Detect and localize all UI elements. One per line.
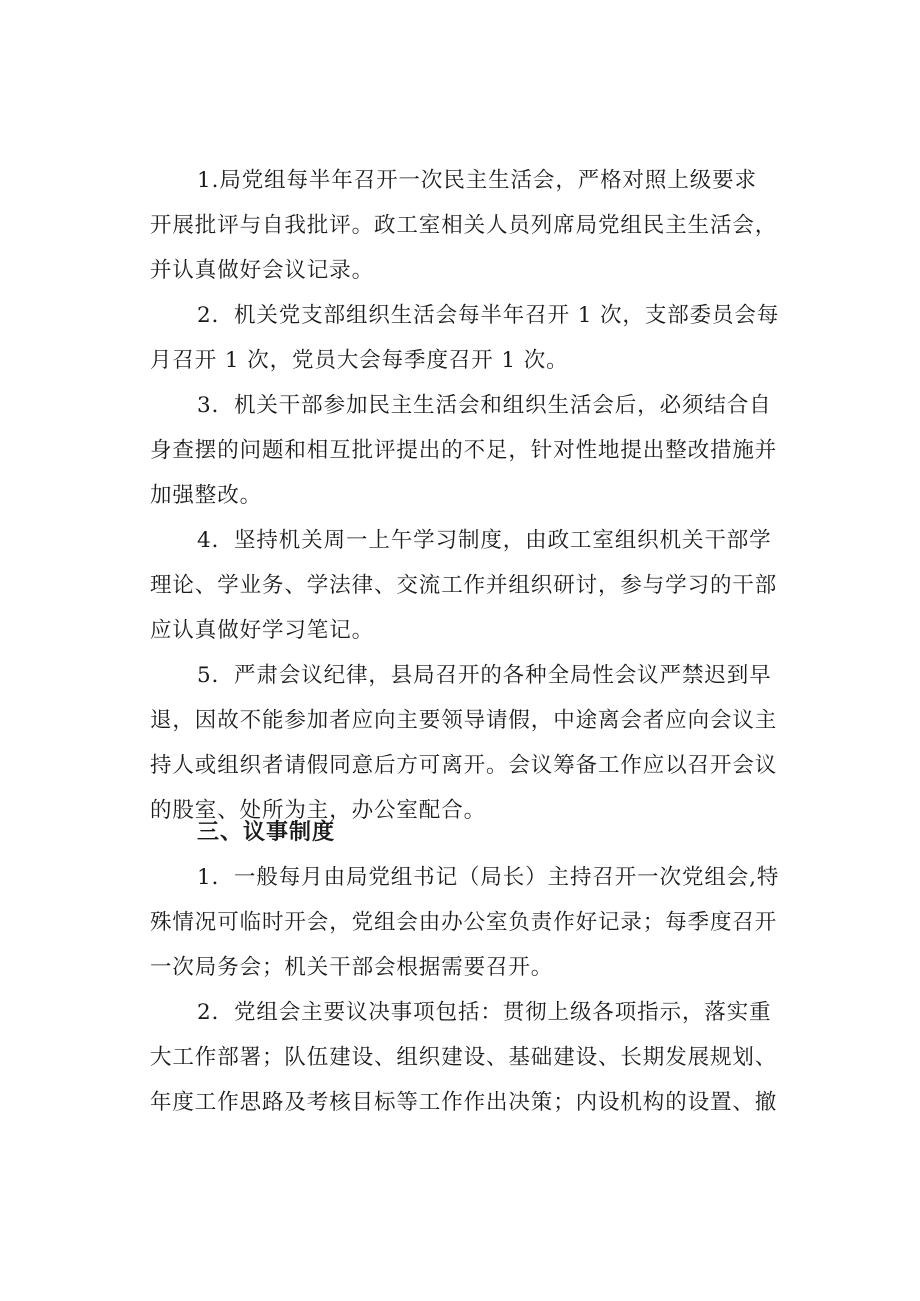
paragraph-line: 5．严肃会议纪律，县局召开的各种全局性会议严禁迟到早 — [197, 663, 772, 688]
paragraph-line: 退，因故不能参加者应向主要领导请假，中途离会者应向会议主 — [150, 708, 778, 733]
paragraph-group-a — [150, 158, 802, 833]
paragraph-line: 开展批评与自我批评。政工室相关人员列席局党组民主生活会， — [150, 213, 778, 238]
paragraph-line: 理论、学业务、学法律、交流工作并组织研讨，参与学习的干部 — [150, 573, 778, 598]
paragraph-line: 4．坚持机关周一上午学习制度，由政工室组织机关干部学 — [197, 528, 772, 553]
paragraph-line: 殊情况可临时开会，党组会由办公室负责作好记录；每季度召开 — [150, 910, 778, 935]
paragraph-group-b — [150, 855, 802, 1125]
paragraph-line: 的股室、处所为主，办公室配合。 — [150, 798, 487, 823]
paragraph-line: 应认真做好学习笔记。 — [150, 618, 375, 643]
paragraph-line: 1．一般每月由局党组书记（局长）主持召开一次党组会,特 — [197, 865, 780, 890]
section-heading: 三、议事制度 — [197, 820, 336, 845]
paragraph-line: 2．党组会主要议决事项包括：贯彻上级各项指示，落实重 — [197, 1000, 772, 1025]
paragraph-line: 3．机关干部参加民主生活会和组织生活会后，必须结合自 — [197, 393, 772, 418]
paragraph-line: 2．机关党支部组织生活会每半年召开 1 次，支部委员会每 — [197, 303, 780, 328]
paragraph-line: 月召开 1 次，党员大会每季度召开 1 次。 — [150, 348, 569, 373]
paragraph-line: 并认真做好会议记录。 — [150, 258, 375, 283]
paragraph-line: 大工作部署；队伍建设、组织建设、基础建设、长期发展规划、 — [150, 1045, 778, 1070]
paragraph-line: 加强整改。 — [150, 483, 263, 508]
paragraph-line: 1.局党组每半年召开一次民主生活会，严格对照上级要求 — [197, 168, 757, 193]
paragraph-line: 持人或组织者请假同意后方可离开。会议筹备工作应以召开会议 — [150, 753, 778, 778]
paragraph-line: 年度工作思路及考核目标等工作作出决策；内设机构的设置、撤 — [150, 1090, 778, 1115]
paragraph-line: 一次局务会；机关干部会根据需要召开。 — [150, 955, 554, 980]
paragraph-line: 身查摆的问题和相互批评提出的不足，针对性地提出整改措施并 — [150, 438, 778, 463]
